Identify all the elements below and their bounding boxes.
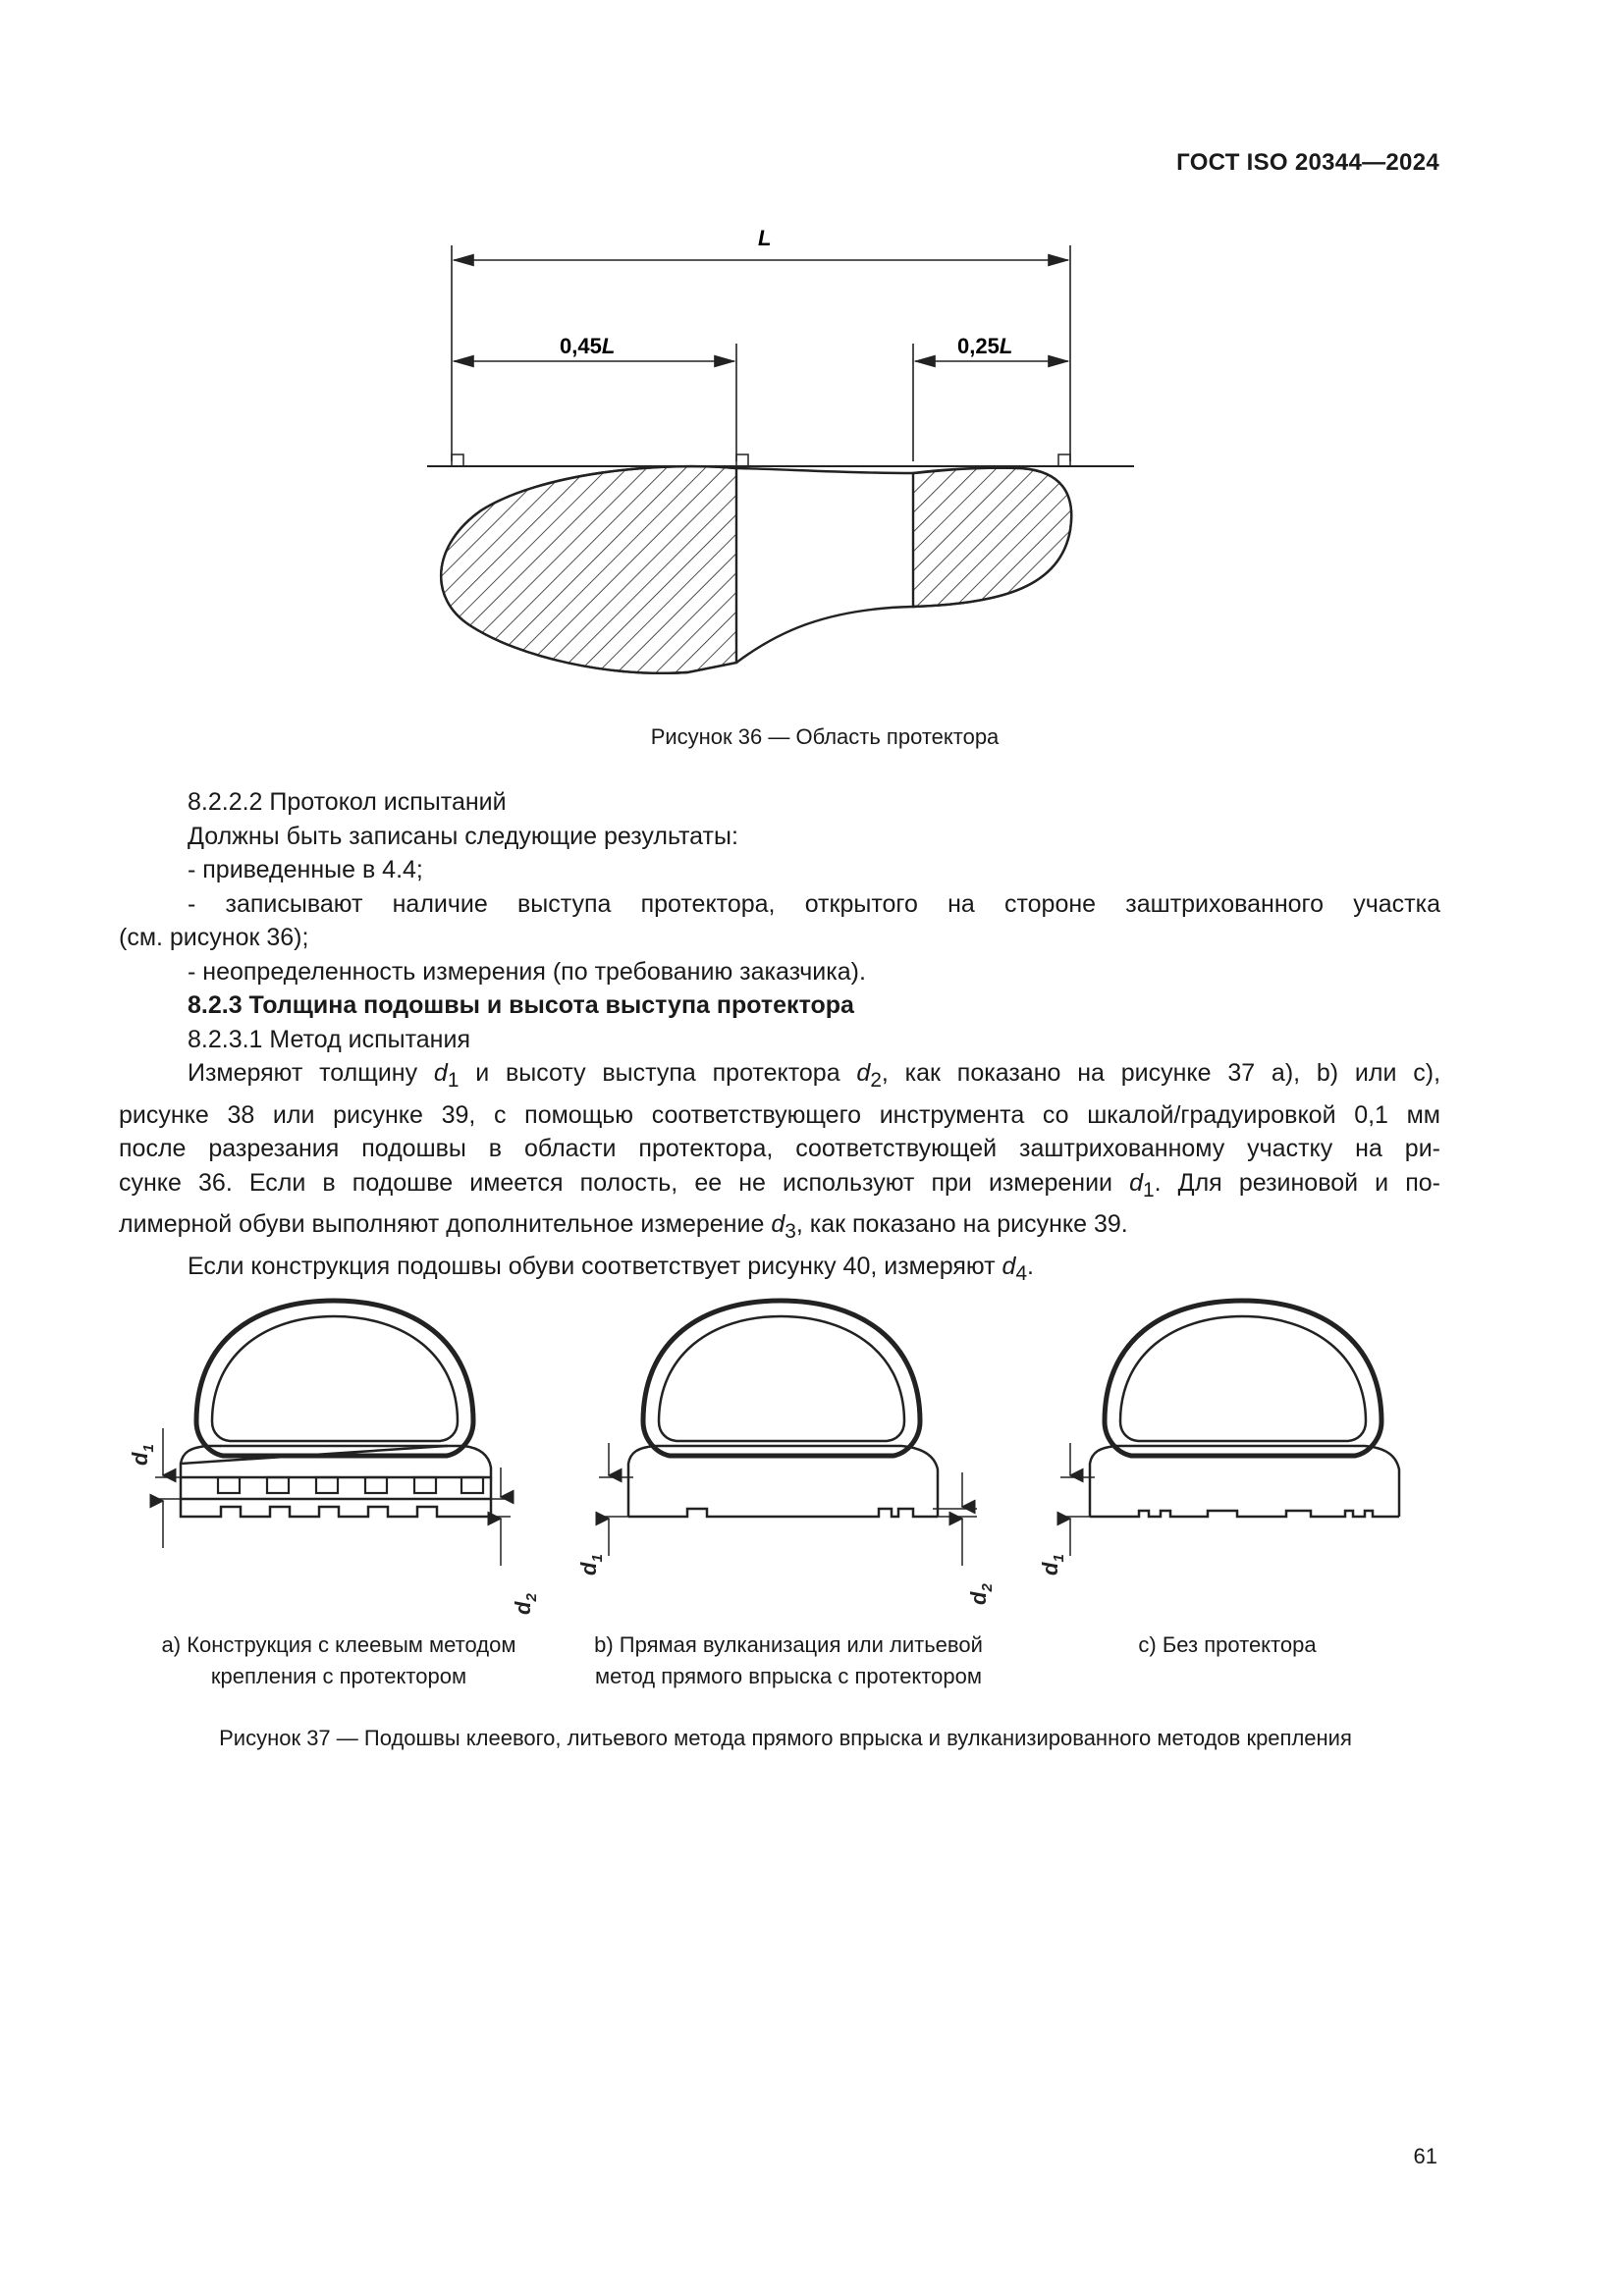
hatched-forefoot-area [441,466,736,673]
figure-37c-caption: с) Без протектора [1138,1632,1317,1657]
page-number: 61 [1413,2144,1437,2168]
section-heading-8-2-2-2: 8.2.2.2 Протокол испытаний [188,788,507,816]
section-heading-8-2-3: 8.2.3 Толщина подошвы и высота выступа протектора [188,991,854,1019]
label-025-L: L [999,334,1013,358]
svg-text:d2: $d_2$ [966,1583,996,1605]
figure-36-caption: Рисунок 36 — Область протектора [650,724,1000,749]
figure-37b-vulcanized-with-tread [576,1301,996,1605]
svg-text:d1: $d_1$ [128,1444,157,1466]
figure-37-caption: Рисунок 37 — Подошвы клеевого, литьевого метода прямого впрыска и вулканизированного методов крепления [219,1726,1352,1750]
figure-37c-without-tread [1038,1301,1399,1575]
dim-d1-b: d [576,1562,601,1575]
list-item-continuation: (см. рисунок 36); [119,924,309,951]
svg-text:d1: $d_1$ [1038,1554,1067,1575]
svg-text:0,45L [560,334,615,358]
label-L: L [758,226,772,250]
paragraph-line: после разрезания подошвы в области протектора, соответствующей заштрихованному участку на ри- [119,1135,1440,1162]
dim-d1-c: d [1038,1562,1062,1575]
document-header: ГОСТ ISO 20344—2024 [1176,149,1439,176]
figure-37a-glued-with-tread [128,1301,540,1615]
figure-37-sole-sections [98,1281,1473,1634]
svg-text:d1: $d_1$ [576,1554,606,1575]
label-025: 0,25 [957,334,1000,358]
list-item: - приведенные в 4.4; [188,856,423,883]
list-item: - записывают наличие выступа протектора, открытого на стороне заштрихованного участка [188,889,1440,918]
dim-d2-a: d [511,1601,535,1615]
label-045-L: L [601,334,616,358]
figure-36-tread-area-diagram [412,216,1159,707]
paragraph: Если конструкция подошвы обуви соответствует рисунку 40, измеряют $d_4$. [188,1252,1034,1285]
right-angle-marks [452,454,1070,466]
dim-d2-b: d [966,1591,991,1605]
paragraph-line: лимерной обуви выполняют дополнительное измерение $d_3$, как показано на рисунке 39. [119,1210,1128,1243]
label-045: 0,45 [560,334,602,358]
section-heading-8-2-3-1: 8.2.3.1 Метод испытания [188,1025,470,1053]
svg-text:0,25L [957,334,1012,358]
dim-d1-a: d [128,1452,152,1466]
hatched-heel-area [913,468,1071,607]
body-text [119,785,1440,1291]
paragraph-line: сунке 36. Если в подошве имеется полость, ее не используют при измерении $d_1$. Для резиновой и по- [119,1168,1441,1201]
paragraph-line: рисунке 38 или рисунке 39, с помощью соответствующего инструмента со шкалой/градуировкой 0,1 мм [119,1100,1440,1129]
paragraph: Должны быть записаны следующие результаты: [188,822,738,850]
list-item: - неопределенность измерения (по требованию заказчика). [188,957,866,986]
svg-text:d2: $d_2$ [511,1593,540,1615]
paragraph-line: Измеряют толщину $d_1$ и высоту выступа протектора $d_2$, как показано на рисунке 37 a), b) или с), [188,1059,1441,1092]
figure-37a-caption: a) Конструкция с клеевым методом крепления с протектором [161,1632,516,1688]
figure-37b-caption: b) Прямая вулканизация или литьевой метод прямого впрыска с протектором [594,1632,983,1688]
